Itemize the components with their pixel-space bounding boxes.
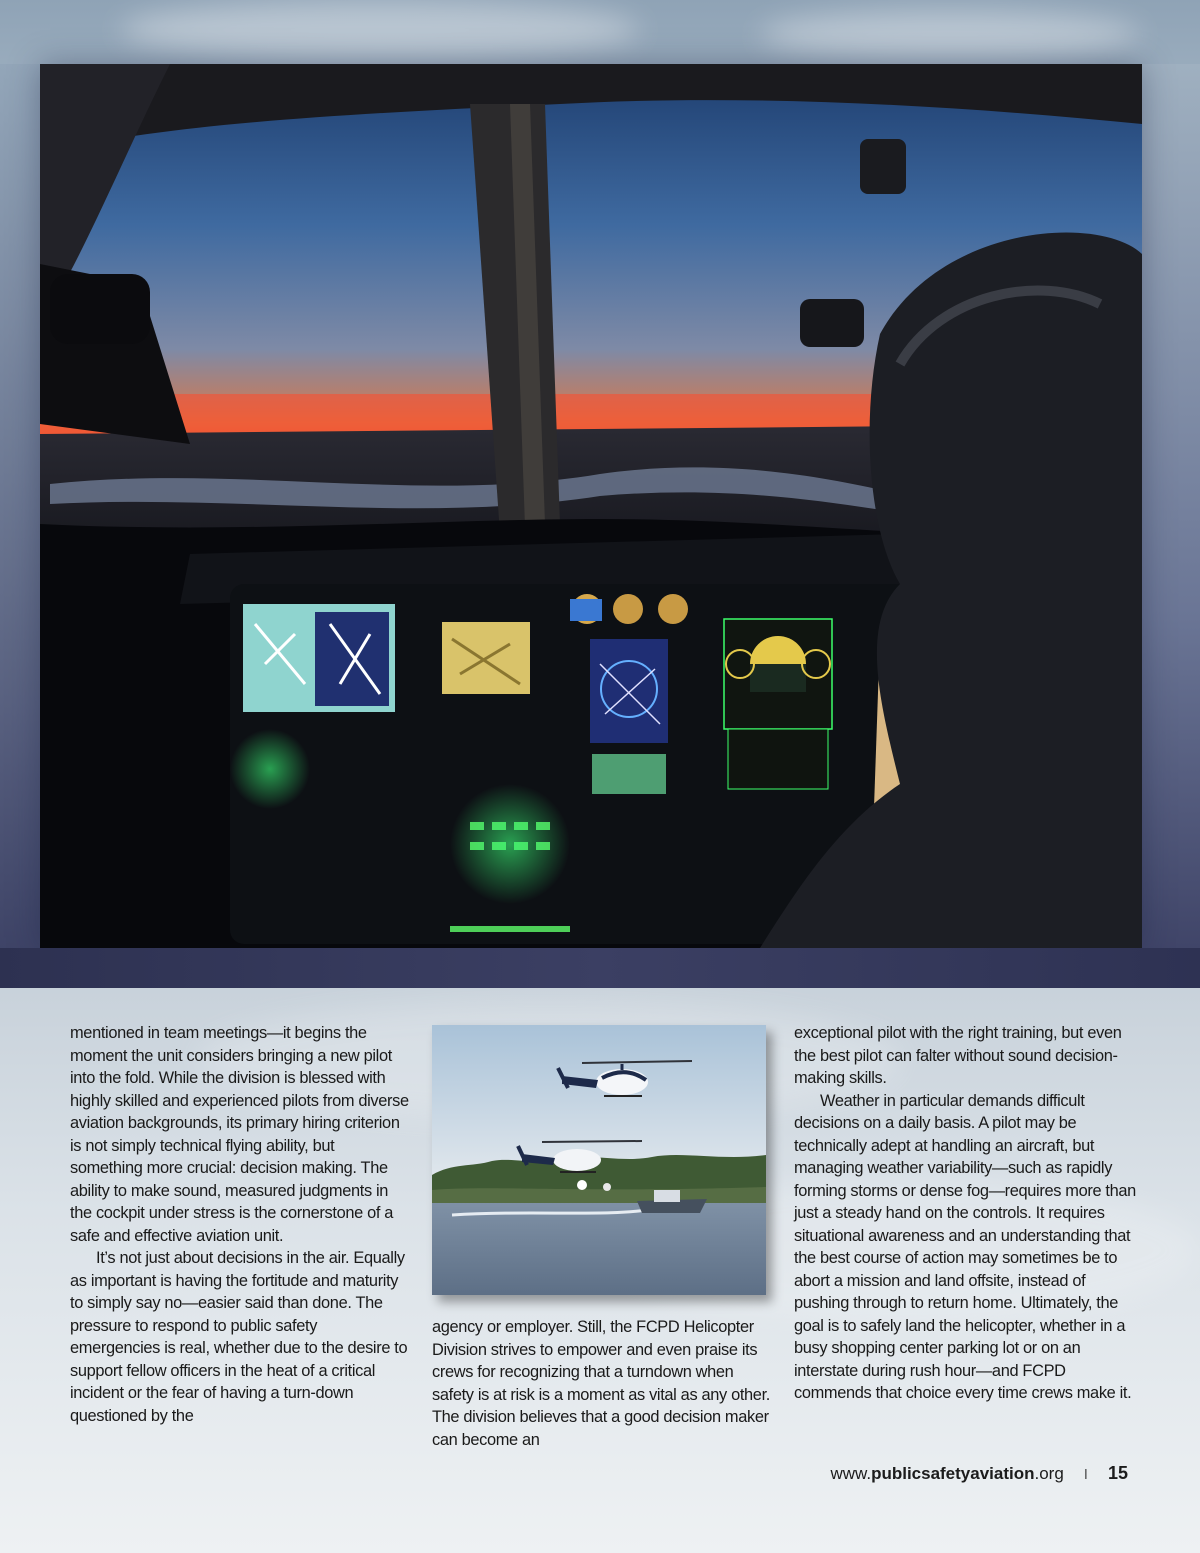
- article-column-3: [794, 1022, 1139, 1405]
- paragraph: mentioned in team meetings—it begins the moment the unit considers bringing a new pilot into the fold. While the division is blessed with highly skilled and experienced pilots from diverse aviation backgrounds, its primary hiring criterion is not simply technical flying ability, but something more crucial: decision making. The ability to make sound, measured judgments in the cockpit under stress is the cornerstone of a safe and effective aviation unit.: [70, 1024, 409, 1245]
- website-url[interactable]: [830, 1464, 1063, 1484]
- page-footer: [830, 1463, 1128, 1484]
- paragraph: Weather in particular demands difficult decisions on a daily basis. A pilot may be technically adept at handling an aircraft, but managing weather variability—such as rapidly forming storms or dense fog—requires more than just a steady hand on the controls. It requires situational awareness and an understanding that the best course of action may sometimes be to abort a mission and land offsite, instead of pushing through to return home. Ultimately, the goal is to safely land the helicopter, whether in a busy shopping center parking lot or on an interstate during rush hour—and FCPD commends that choice every time crews make it.: [794, 1091, 1136, 1402]
- photo-bottom-band: [0, 948, 1200, 988]
- helicopters-over-water-photo-icon: [432, 1025, 766, 1295]
- paragraph: It’s not just about decisions in the air. Equally as important is having the fortitude and maturity to simply say no—easier said than done. The pressure to respond to public safety emergencies is real, whether due to the desire to support fellow officers in the heat of a critical incident or the fear of having a turn-down questioned by the: [70, 1249, 408, 1425]
- article-column-1: [70, 1022, 410, 1427]
- paragraph: exceptional pilot with the right training, but even the best pilot can falter without sound decision-making skills.: [794, 1024, 1122, 1087]
- url-domain: publicsafetyaviation: [871, 1464, 1035, 1483]
- page-frame-left: [0, 64, 40, 988]
- cockpit-night-photo-icon: [40, 64, 1142, 948]
- paragraph: agency or employer. Still, the FCPD Helicopter Division strives to empower and even praise its crews for recognizing that a turndown when safety is at risk is a moment as vital as any other. The division believes that a good decision maker can become an: [432, 1318, 770, 1449]
- cockpit-photo: [40, 64, 1142, 948]
- url-prefix: www.: [830, 1464, 872, 1483]
- helicopters-photo: [432, 1025, 766, 1295]
- article-column-2: [432, 1316, 772, 1451]
- page-number: 15: [1107, 1463, 1128, 1483]
- url-suffix: .org: [1034, 1464, 1064, 1483]
- page-frame-right: [1142, 64, 1200, 988]
- footer-separator: I: [1083, 1466, 1088, 1483]
